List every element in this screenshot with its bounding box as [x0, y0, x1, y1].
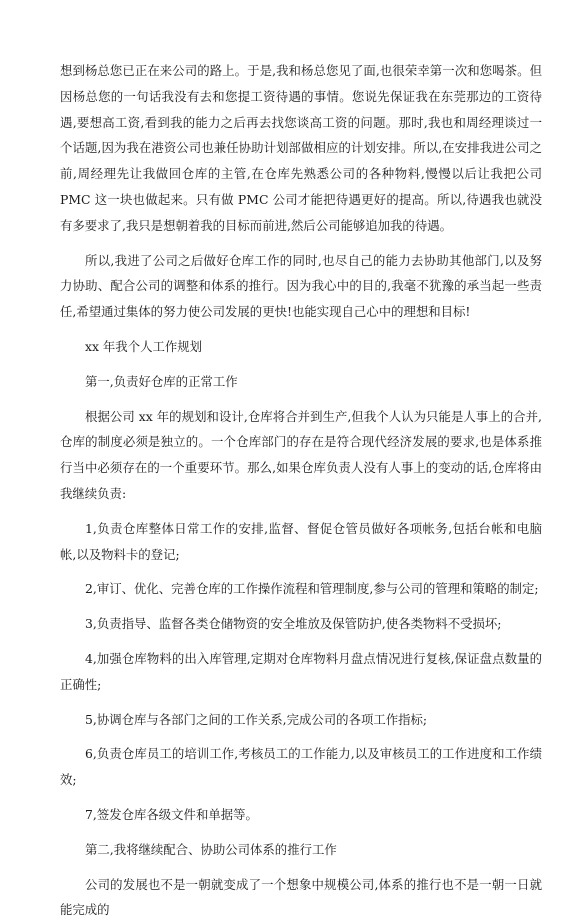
- heading-section-one: 第一,负责好仓库的正常工作: [85, 373, 238, 389]
- heading-section-two: 第二,我将继续配合、协助公司体系的推行工作: [85, 841, 337, 857]
- paragraph-system-development: 公司的发展也不是一朝就变成了一个想象中规模公司,体系的推行也不是一朝一日就能完成的: [60, 876, 542, 918]
- list-item-5: 5,协调仓库与各部门之间的工作关系,完成公司的各项工作指标;: [85, 711, 428, 727]
- list-item-6: 6,负责仓库员工的培训工作,考核员工的工作能力,以及审核员工的工作进度和工作绩效;: [60, 746, 542, 788]
- paragraph-warehouse-plan: 根据公司 xx 年的规划和设计,仓库将合并到生产,但我个人认为只能是人事上的合并,仓库的制度必须是独立的。一个仓库部门的存在是符合现代经济发展的要求,也是体系推行当中必须存在的一个重要环节。那么,如果仓库负责人没有人事上的变动的话,仓库将由我继续负责:: [60, 408, 542, 501]
- list-item-3: 3,负责指导、监督各类仓储物资的安全堆放及保管防护,使各类物料不受损坏;: [85, 616, 502, 632]
- paragraph-salary-discussion: 想到杨总您已正在来公司的路上。于是,我和杨总您见了面,也很荣幸第一次和您喝茶。但因杨总您的一句话我没有去和您提工资待遇的事情。您说先保证我在东莞那边的工资待遇,要想高工资,看到我的能力之后再去找您谈高工资的问题。那时,我也和周经理谈过一个话题,因为我在港资公司也兼任协助计划部做相应的计划安排。所以,在安排我进公司之前,周经理先让我做回仓库的主管,在仓库先熟悉公司的各种物料,慢慢以后让我把公司 PMC 这一块也做起来。只有做 PMC 公司才能把待遇更好的提高。所以,待遇我也就没有多要求了,我只是想朝着我的目标而前进,然后公司能够追加我的待遇。: [60, 63, 542, 233]
- heading-work-plan: xx 年我个人工作规划: [85, 338, 203, 354]
- list-item-2: 2,审订、优化、完善仓库的工作操作流程和管理制度,参与公司的管理和策略的制定;: [85, 581, 539, 597]
- list-item-1: 1,负责仓库整体日常工作的安排,监督、督促仓管员做好各项帐务,包括台帐和电脑帐,以及物料卡的登记;: [60, 520, 542, 562]
- list-item-4: 4,加强仓库物料的出入库管理,定期对仓库物料月盘点情况进行复核,保证盘点数量的正确性;: [60, 650, 542, 692]
- list-item-7: 7,签发仓库各级文件和单据等。: [85, 806, 258, 822]
- paragraph-joining-company: 所以,我进了公司之后做好仓库工作的同时,也尽自己的能力去协助其他部门,以及努力协助、配合公司的调整和体系的推行。因为我心中的目的,我毫不犹豫的承当起一些责任,希望通过集体的努力使公司发展的更快!也能实现自己心中的理想和目标!: [60, 252, 542, 320]
